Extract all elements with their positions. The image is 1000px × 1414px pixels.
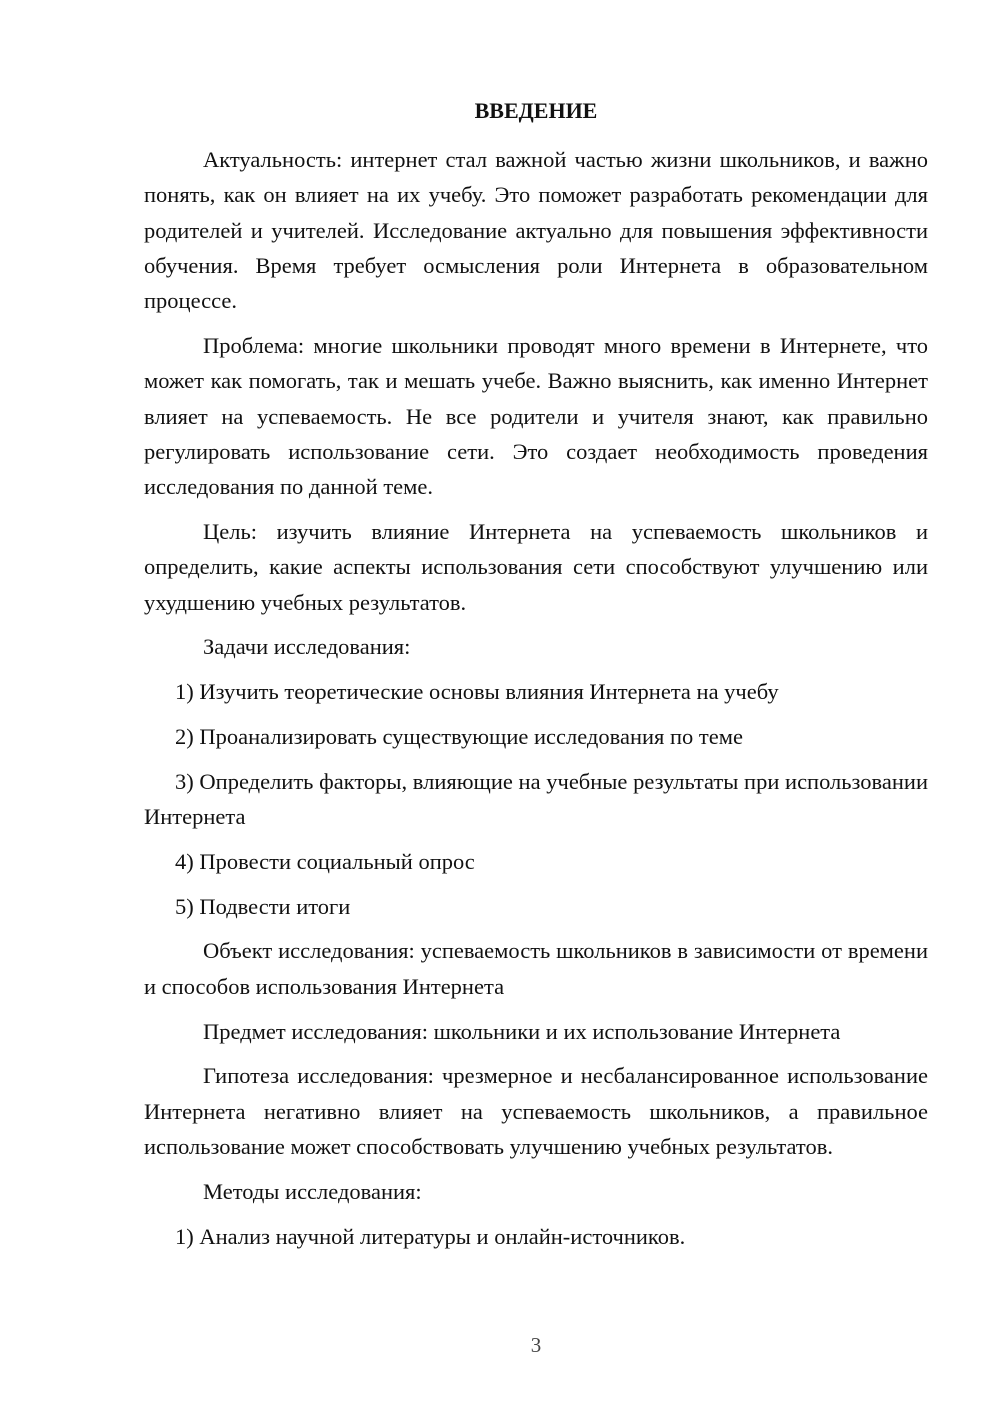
- task-item: 3) Определить факторы, влияющие на учебные результаты при использовании Интернета: [144, 768, 928, 830]
- paragraph-problem: Проблема: многие школьники проводят много времени в Интернете, что может как помогать, так и мешать учебе. Важно выяснить, как именно Интернет влияет на успеваемость. Не все родители и учителя знают, как правильно регулировать использование сети. Это создает необходимость проведения исследования по данной теме.: [144, 332, 928, 500]
- task-item: 2) Проанализировать существующие исследования по теме: [175, 723, 743, 749]
- paragraph-tasks-heading: Задачи исследования:: [203, 634, 411, 660]
- paragraph-hypothesis: Гипотеза исследования: чрезмерное и несбалансированное использование Интернета негативно влияет на успеваемость школьников, а правильное использование может способствовать улучшению учебных результатов.: [144, 1063, 928, 1159]
- task-item: 4) Провести социальный опрос: [175, 848, 475, 874]
- paragraph-goal: Цель: изучить влияние Интернета на успеваемость школьников и определить, какие аспекты использования сети способствуют улучшению или ухудшению учебных результатов.: [144, 518, 928, 615]
- task-item: 5) Подвести итоги: [175, 893, 351, 919]
- document-body: [144, 142, 928, 1263]
- paragraph-methods-heading: Методы исследования:: [203, 1178, 422, 1204]
- document-page: [144, 0, 928, 1414]
- paragraph-object: Объект исследования: успеваемость школьников в зависимости от времени и способов использования Интернета: [144, 938, 928, 999]
- paragraph-subject: Предмет исследования: школьники и их использование Интернета: [203, 1018, 841, 1044]
- paragraph-relevance: Актуальность: интернет стал важной частью жизни школьников, и важно понять, как он влияет на их учебу. Это поможет разработать рекомендации для родителей и учителей. Исследование актуально для повышения эффективности обучения. Время требует осмысления роли Интернета в образовательном процессе.: [144, 147, 928, 314]
- method-item: 1) Анализ научной литературы и онлайн-источников.: [175, 1223, 686, 1249]
- page-number: 3: [530, 1333, 542, 1357]
- task-item: 1) Изучить теоретические основы влияния Интернета на учебу: [175, 679, 779, 705]
- page-title: ВВЕДЕНИЕ: [474, 98, 598, 123]
